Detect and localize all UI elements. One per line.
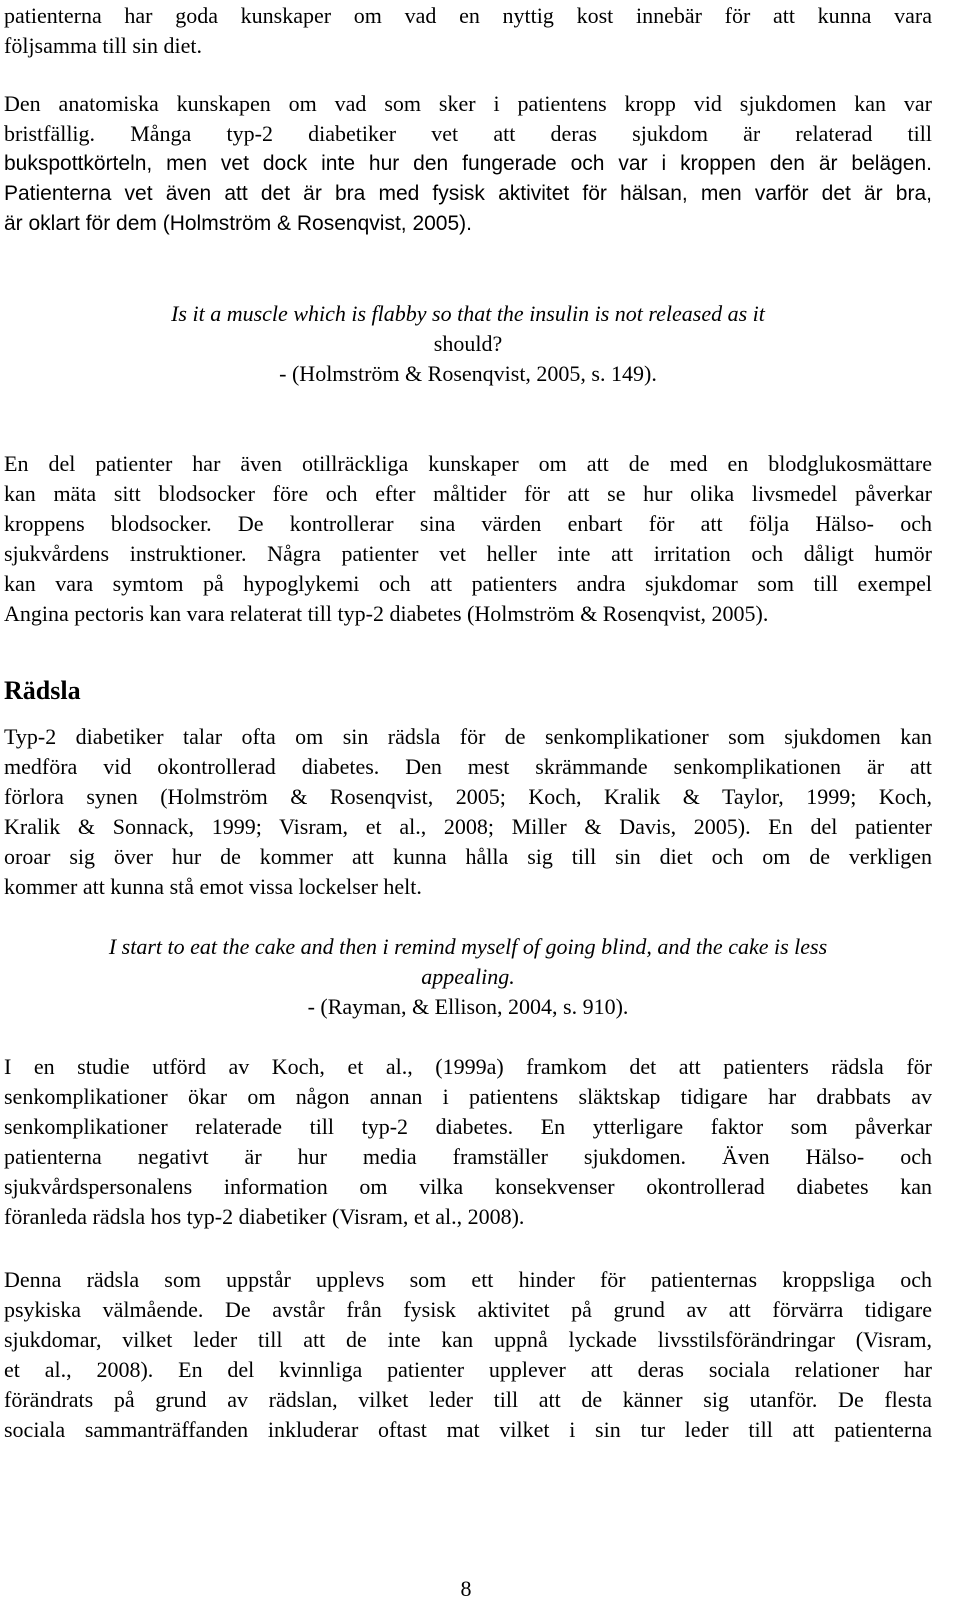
- text-line: föranleda rädsla hos typ-2 diabetiker (Visram, et al., 2008).: [4, 1204, 525, 1229]
- text-line: patienterna har goda kunskaper om vad en nyttig kost innebär för att kunna vara: [4, 3, 932, 28]
- text-line: oroar sig över hur de kommer att kunna hålla sig till sin diet och om de verkligen: [4, 844, 932, 869]
- quote-citation: - (Rayman, & Ellison, 2004, s. 910).: [307, 994, 629, 1019]
- text-line: Kralik & Sonnack, 1999; Visram, et al., 2008; Miller & Davis, 2005). En del patienter: [4, 814, 932, 839]
- text-line: sjukdomar, vilket leder till att de inte kan uppnå lyckade livsstilsförändringar (Visram,: [4, 1327, 932, 1352]
- text-line: kan vara symtom på hypoglykemi och att patienters andra sjukdomar som till exempel: [4, 571, 932, 596]
- text-line: följsamma till sin diet.: [4, 33, 202, 58]
- text-line: sjukvårdens instruktioner. Några patienter vet heller inte att irritation och dåligt humör: [4, 541, 932, 566]
- text-line: medföra vid okontrollerad diabetes. Den mest skrämmande senkomplikationen är att: [4, 754, 932, 779]
- quote-line: Is it a muscle which is flabby so that the insulin is not released as it: [171, 301, 765, 326]
- text-line: Den anatomiska kunskapen om vad som sker i patientens kropp vid sjukdomen kan var: [4, 91, 932, 116]
- quote-line: I start to eat the cake and then i remind myself of going blind, and the cake is less: [108, 934, 828, 959]
- page-number: 8: [460, 1576, 472, 1601]
- quote-line: should?: [433, 331, 503, 356]
- text-line: patienterna negativt är hur media framställer sjukdomen. Även Hälso- och: [4, 1144, 932, 1169]
- text-line: Typ-2 diabetiker talar ofta om sin rädsla för de senkomplikationer som sjukdomen kan: [4, 724, 932, 749]
- text-line: Angina pectoris kan vara relaterat till typ-2 diabetes (Holmström & Rosenqvist, 2005).: [4, 601, 769, 626]
- text-line: Denna rädsla som uppstår upplevs som ett hinder för patienternas kroppsliga och: [4, 1267, 932, 1292]
- text-line: psykiska välmående. De avstår från fysisk aktivitet på grund av att förvärra tidigare: [4, 1297, 932, 1322]
- text-line: sjukvårdspersonalens information om vilka konsekvenser okontrollerad diabetes kan: [4, 1174, 932, 1199]
- text-line: Patienterna vet även att det är bra med fysisk aktivitet för hälsan, men varför det är bra,: [4, 182, 932, 205]
- text-line: En del patienter har även otillräckliga kunskaper om att de med en blodglukosmättare: [4, 451, 932, 476]
- text-line: kan mäta sitt blodsocker före och efter måltider för att se hur olika livsmedel påverkar: [4, 481, 932, 506]
- quote-line: appealing.: [421, 964, 515, 989]
- text-line: et al., 2008). En del kvinnliga patienter upplever att deras sociala relationer har: [4, 1357, 932, 1382]
- text-line: förändrats på grund av rädslan, vilket leder till att de känner sig utanför. De flesta: [4, 1387, 932, 1412]
- text-line: bukspottkörteln, men vet dock inte hur den fungerade och var i kroppen den är belägen.: [4, 152, 932, 175]
- text-line: kommer att kunna stå emot vissa lockelser helt.: [4, 874, 422, 899]
- text-line: senkomplikationer relaterade till typ-2 diabetes. En ytterligare faktor som påverkar: [4, 1114, 932, 1139]
- text-line: sociala sammanträffanden inkluderar oftast mat vilket i sin tur leder till att patienterna: [4, 1417, 932, 1442]
- text-line: senkomplikationer ökar om någon annan i patientens släktskap tidigare har drabbats av: [4, 1084, 932, 1109]
- quote-citation: - (Holmström & Rosenqvist, 2005, s. 149).: [279, 361, 657, 386]
- text-line: kroppens blodsocker. De kontrollerar sina värden enbart för att följa Hälso- och: [4, 511, 932, 536]
- text-line: förlora synen (Holmström & Rosenqvist, 2005; Koch, Kralik & Taylor, 1999; Koch,: [4, 784, 932, 809]
- section-heading: Rädsla: [4, 676, 81, 705]
- text-line: är oklart för dem (Holmström & Rosenqvist, 2005).: [4, 212, 472, 235]
- text-line: I en studie utförd av Koch, et al., (1999a) framkom det att patienters rädsla för: [4, 1054, 932, 1079]
- text-line: bristfällig. Många typ-2 diabetiker vet att deras sjukdom är relaterad till: [4, 121, 932, 146]
